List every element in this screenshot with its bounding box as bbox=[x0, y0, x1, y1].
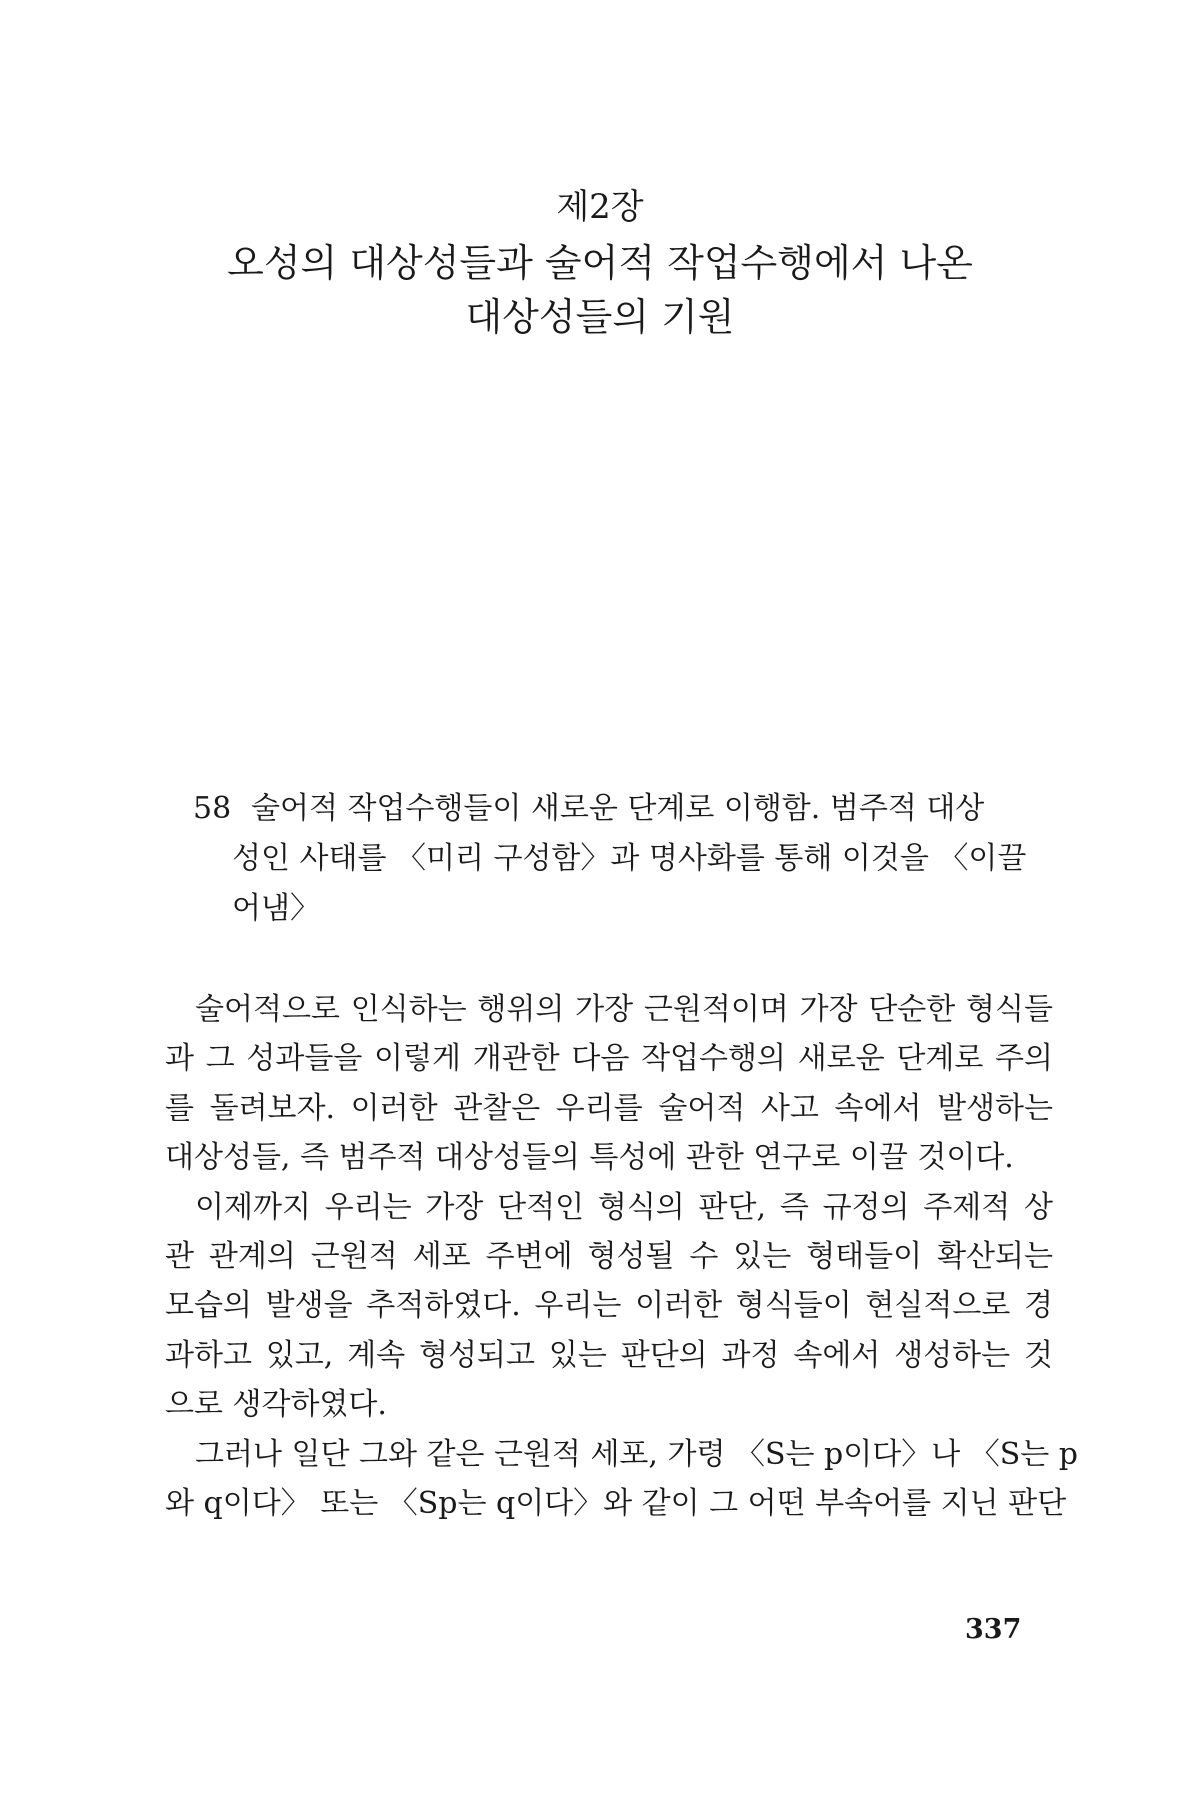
body-line: 대상성들, 즉 범주적 대상성들의 특성에 관한 연구로 이끌 것이다. bbox=[165, 1140, 1014, 1176]
body-line: 으로 생각하였다. bbox=[165, 1387, 387, 1423]
chapter-number: 제2장 bbox=[556, 187, 644, 227]
chapter-heading bbox=[0, 184, 1200, 344]
chapter-title-line: 대상성들의 기원 bbox=[465, 295, 735, 339]
body-line: 과 그 성과들을 이렇게 개관한 다음 작업수행의 새로운 단계로 주의 bbox=[165, 1041, 1053, 1077]
body-line: 과하고 있고, 계속 형성되고 있는 판단의 과정 속에서 생성하는 것 bbox=[165, 1337, 1053, 1373]
section-heading-line bbox=[193, 784, 1053, 834]
body-text bbox=[165, 985, 1078, 1528]
body-line: 관 관계의 근원적 세포 주변에 형성될 수 있는 형태들이 확산되는 bbox=[165, 1239, 1053, 1275]
section-heading-text: 술어적 작업수행들이 새로운 단계로 이행함. 범주적 대상 bbox=[251, 791, 985, 826]
section-number: 58 bbox=[193, 791, 232, 826]
section-heading bbox=[193, 784, 1053, 934]
page-number: 337 bbox=[965, 1614, 1022, 1645]
body-line: 그러나 일단 그와 같은 근원적 세포, 가령 〈S는 p이다〉나 〈S는 p bbox=[195, 1436, 1078, 1472]
section-heading-line: 어냄〉 bbox=[232, 891, 320, 926]
chapter-title-line: 오성의 대상성들과 술어적 작업수행에서 나온 bbox=[227, 241, 973, 285]
body-line: 술어적으로 인식하는 행위의 가장 근원적이며 가장 단순한 형식들 bbox=[195, 992, 1053, 1027]
chapter-title bbox=[0, 236, 1200, 344]
body-line: 와 q이다〉 또는 〈Sp는 q이다〉와 같이 그 어떤 부속어를 지닌 판단 bbox=[165, 1486, 1067, 1522]
body-line: 모습의 발생을 추적하였다. 우리는 이러한 형식들이 현실적으로 경 bbox=[165, 1288, 1053, 1324]
body-line: 이제까지 우리는 가장 단적인 형식의 판단, 즉 규정의 주제적 상 bbox=[195, 1189, 1053, 1225]
section-heading-line: 성인 사태를 〈미리 구성함〉과 명사화를 통해 이것을 〈이끌 bbox=[232, 841, 1027, 876]
body-line: 를 돌려보자. 이러한 관찰은 우리를 술어적 사고 속에서 발생하는 bbox=[165, 1090, 1053, 1126]
